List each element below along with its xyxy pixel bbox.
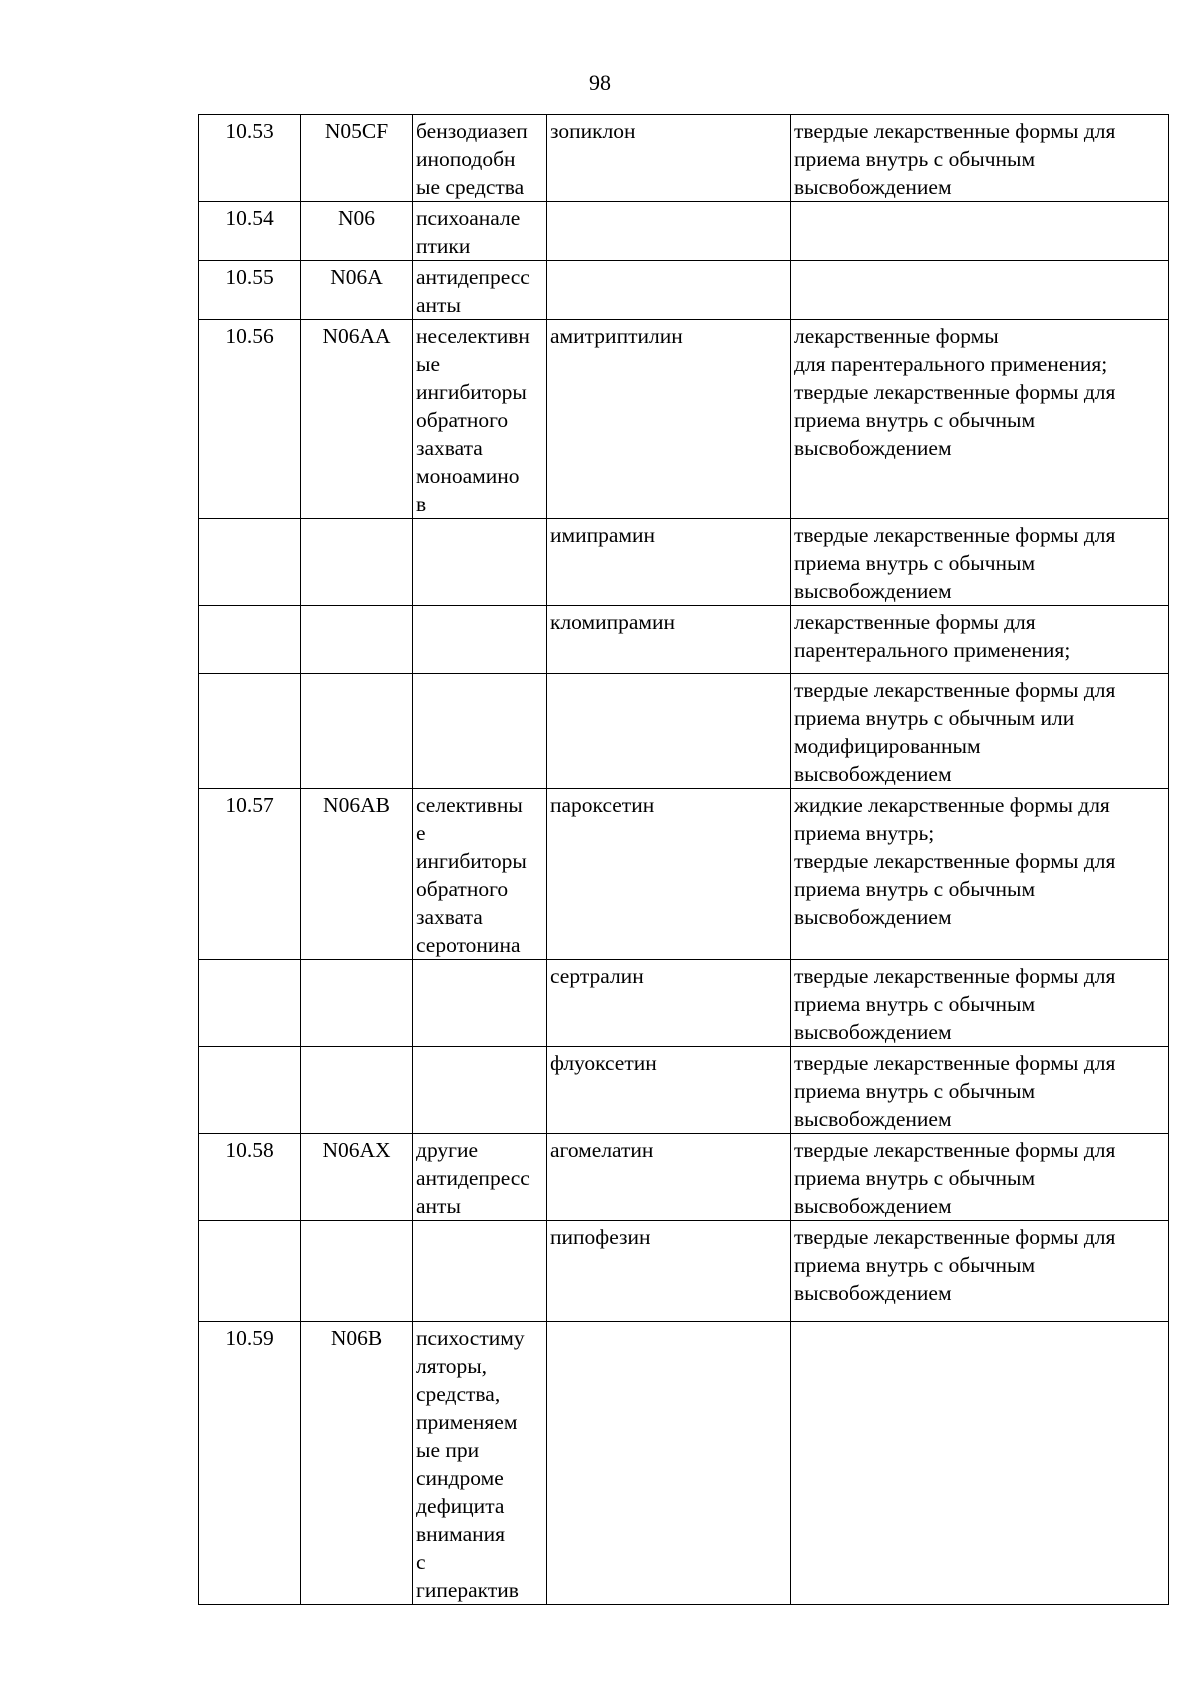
drug-name-cell xyxy=(547,674,791,789)
group-cell-line: е xyxy=(416,821,426,845)
dosage-forms-cell-line: приема внутрь с обычным xyxy=(794,1253,1036,1277)
table-row xyxy=(199,1047,1169,1134)
group-cell-line: психостиму xyxy=(416,1326,525,1350)
dosage-forms-cell-line: лекарственные формы для xyxy=(794,610,1036,634)
row-number-cell xyxy=(199,519,301,606)
group-cell-line: серотонина xyxy=(416,933,521,957)
dosage-forms-cell-line: твердые лекарственные формы для xyxy=(794,678,1116,702)
drug-name-cell-line: флуоксетин xyxy=(550,1051,657,1075)
group-cell-line: в xyxy=(416,492,427,516)
atc-code-cell: N06AA xyxy=(301,320,413,519)
dosage-forms-cell xyxy=(791,1047,1169,1134)
table-row xyxy=(199,202,1169,261)
table-row xyxy=(199,519,1169,606)
row-number-cell xyxy=(199,1221,301,1322)
atc-code-cell: N06 xyxy=(301,202,413,261)
dosage-forms-cell-line: для парентерального применения; xyxy=(794,352,1108,376)
dosage-forms-cell-line: приема внутрь с обычным xyxy=(794,1166,1036,1190)
dosage-forms-cell-line: твердые лекарственные формы для xyxy=(794,964,1116,988)
drug-name-cell xyxy=(547,606,791,674)
dosage-forms-cell-line: приема внутрь с обычным xyxy=(794,1079,1036,1103)
dosage-forms-cell xyxy=(791,674,1169,789)
drug-name-cell-line: пипофезин xyxy=(550,1225,651,1249)
atc-code-cell xyxy=(301,960,413,1047)
table-row xyxy=(199,1322,1169,1605)
group-cell-line: психоанале xyxy=(416,206,521,230)
dosage-forms-cell-line: твердые лекарственные формы для xyxy=(794,523,1116,547)
dosage-forms-cell xyxy=(791,261,1169,320)
row-number-cell xyxy=(199,674,301,789)
dosage-forms-cell xyxy=(791,606,1169,674)
table-row xyxy=(199,1221,1169,1322)
group-cell-line: захвата xyxy=(416,905,483,929)
group-cell-line: обратного xyxy=(416,408,509,432)
group-cell xyxy=(413,320,547,519)
drug-name-cell xyxy=(547,789,791,960)
dosage-forms-cell-line: твердые лекарственные формы для xyxy=(794,1138,1116,1162)
dosage-forms-cell xyxy=(791,1221,1169,1322)
table-row xyxy=(199,960,1169,1047)
table-row xyxy=(199,261,1169,320)
row-number-cell: 10.59 xyxy=(199,1322,301,1605)
dosage-forms-cell-line: приема внутрь; xyxy=(794,821,935,845)
dosage-forms-cell-line: высвобождением xyxy=(794,1194,952,1218)
group-cell-line: бензодиазеп xyxy=(416,119,528,143)
table-row xyxy=(199,789,1169,960)
dosage-forms-cell-line: приема внутрь с обычным xyxy=(794,992,1036,1016)
atc-code-cell: N06B xyxy=(301,1322,413,1605)
group-cell-line: анты xyxy=(416,293,461,317)
drug-table xyxy=(198,114,1169,1605)
dosage-forms-cell-line: высвобождением xyxy=(794,175,952,199)
dosage-forms-cell-line: лекарственные формы xyxy=(794,324,999,348)
group-cell xyxy=(413,1322,547,1605)
table-row xyxy=(199,1134,1169,1221)
group-cell xyxy=(413,261,547,320)
dosage-forms-cell xyxy=(791,519,1169,606)
group-cell-line: ингибиторы xyxy=(416,849,527,873)
dosage-forms-cell-line: высвобождением xyxy=(794,1107,952,1131)
dosage-forms-cell-line: приема внутрь с обычным xyxy=(794,408,1036,432)
group-cell-line: ые xyxy=(416,352,440,376)
dosage-forms-cell-line: высвобождением xyxy=(794,579,952,603)
drug-name-cell xyxy=(547,202,791,261)
drug-name-cell xyxy=(547,320,791,519)
atc-code-cell: N05CF xyxy=(301,115,413,202)
group-cell-line: неселективн xyxy=(416,324,530,348)
group-cell-line: ляторы, xyxy=(416,1354,488,1378)
dosage-forms-cell xyxy=(791,789,1169,960)
table-row xyxy=(199,115,1169,202)
group-cell xyxy=(413,1047,547,1134)
page-number: 98 xyxy=(589,70,611,95)
drug-name-cell-line: сертралин xyxy=(550,964,644,988)
group-cell-line: обратного xyxy=(416,877,509,901)
table-row xyxy=(199,320,1169,519)
dosage-forms-cell-line: твердые лекарственные формы для xyxy=(794,1051,1116,1075)
row-number-cell: 10.58 xyxy=(199,1134,301,1221)
group-cell-line: ые средства xyxy=(416,175,525,199)
group-cell xyxy=(413,789,547,960)
dosage-forms-cell xyxy=(791,960,1169,1047)
atc-code-cell: N06AB xyxy=(301,789,413,960)
dosage-forms-cell-line: парентерального применения; xyxy=(794,638,1071,662)
drug-name-cell-line: агомелатин xyxy=(550,1138,654,1162)
atc-code-cell xyxy=(301,606,413,674)
group-cell-line: внимания xyxy=(416,1522,506,1546)
group-cell-line: средства, xyxy=(416,1382,501,1406)
table-row xyxy=(199,674,1169,789)
dosage-forms-cell-line: приема внутрь с обычным xyxy=(794,877,1036,901)
row-number-cell xyxy=(199,1047,301,1134)
row-number-cell xyxy=(199,960,301,1047)
row-number-cell: 10.53 xyxy=(199,115,301,202)
atc-code-cell xyxy=(301,1047,413,1134)
dosage-forms-cell-line: приема внутрь с обычным xyxy=(794,551,1036,575)
dosage-forms-cell xyxy=(791,320,1169,519)
row-number-cell: 10.56 xyxy=(199,320,301,519)
group-cell xyxy=(413,115,547,202)
group-cell xyxy=(413,202,547,261)
group-cell-line: с xyxy=(416,1550,426,1574)
drug-name-cell-line: имипрамин xyxy=(550,523,656,547)
drug-name-cell xyxy=(547,1221,791,1322)
group-cell xyxy=(413,1134,547,1221)
drug-name-cell xyxy=(547,115,791,202)
drug-name-cell xyxy=(547,261,791,320)
atc-code-cell: N06A xyxy=(301,261,413,320)
dosage-forms-cell-line: жидкие лекарственные формы для xyxy=(794,793,1110,817)
drug-name-cell-line: амитриптилин xyxy=(550,324,683,348)
dosage-forms-cell-line: высвобождением xyxy=(794,436,952,460)
group-cell-line: дефицита xyxy=(416,1494,505,1518)
drug-name-cell xyxy=(547,519,791,606)
group-cell-line: другие xyxy=(416,1138,479,1162)
drug-name-cell xyxy=(547,1134,791,1221)
dosage-forms-cell-line: высвобождением xyxy=(794,1020,952,1044)
dosage-forms-cell xyxy=(791,115,1169,202)
group-cell-line: птики xyxy=(416,234,471,258)
dosage-forms-cell-line: модифицированным xyxy=(794,734,981,758)
dosage-forms-cell-line: приема внутрь с обычным xyxy=(794,147,1036,171)
dosage-forms-cell-line: твердые лекарственные формы для xyxy=(794,119,1116,143)
group-cell-line: синдроме xyxy=(416,1466,504,1490)
group-cell xyxy=(413,519,547,606)
drug-name-cell-line: кломипрамин xyxy=(550,610,676,634)
atc-code-cell xyxy=(301,1221,413,1322)
dosage-forms-cell-line: высвобождением xyxy=(794,1281,952,1305)
dosage-forms-cell xyxy=(791,202,1169,261)
group-cell-line: антидепресс xyxy=(416,1166,530,1190)
drug-name-cell-line: пароксетин xyxy=(550,793,655,817)
group-cell-line: анты xyxy=(416,1194,461,1218)
dosage-forms-cell-line: высвобождением xyxy=(794,905,952,929)
group-cell-line: гиперактив xyxy=(416,1578,519,1602)
row-number-cell: 10.57 xyxy=(199,789,301,960)
atc-code-cell xyxy=(301,519,413,606)
row-number-cell: 10.55 xyxy=(199,261,301,320)
group-cell xyxy=(413,606,547,674)
dosage-forms-cell-line: твердые лекарственные формы для xyxy=(794,380,1116,404)
dosage-forms-cell xyxy=(791,1322,1169,1605)
group-cell xyxy=(413,960,547,1047)
group-cell xyxy=(413,674,547,789)
dosage-forms-cell-line: приема внутрь с обычным или xyxy=(794,706,1075,730)
dosage-forms-cell-line: высвобождением xyxy=(794,762,952,786)
group-cell-line: ые при xyxy=(416,1438,480,1462)
table-row xyxy=(199,606,1169,674)
row-number-cell: 10.54 xyxy=(199,202,301,261)
drug-name-cell xyxy=(547,960,791,1047)
group-cell-line: захвата xyxy=(416,436,483,460)
group-cell-line: селективны xyxy=(416,793,523,817)
group-cell-line: ингибиторы xyxy=(416,380,527,404)
atc-code-cell xyxy=(301,674,413,789)
atc-code-cell: N06AX xyxy=(301,1134,413,1221)
dosage-forms-cell xyxy=(791,1134,1169,1221)
row-number-cell xyxy=(199,606,301,674)
group-cell-line: применяем xyxy=(416,1410,518,1434)
group-cell xyxy=(413,1221,547,1322)
dosage-forms-cell-line: твердые лекарственные формы для xyxy=(794,849,1116,873)
dosage-forms-cell-line: твердые лекарственные формы для xyxy=(794,1225,1116,1249)
drug-name-cell xyxy=(547,1322,791,1605)
group-cell-line: иноподобн xyxy=(416,147,516,171)
drug-name-cell xyxy=(547,1047,791,1134)
group-cell-line: антидепресс xyxy=(416,265,530,289)
group-cell-line: моноамино xyxy=(416,464,520,488)
drug-name-cell-line: зопиклон xyxy=(550,119,636,143)
